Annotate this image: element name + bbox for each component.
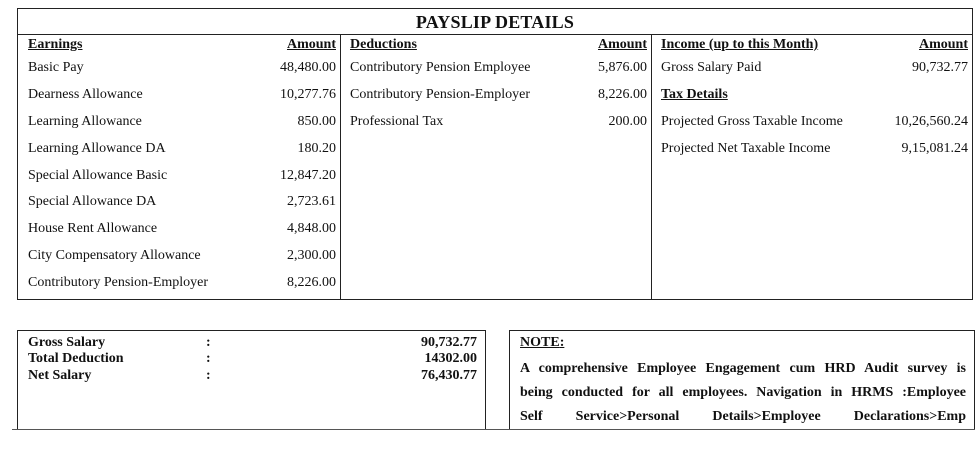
note-line: A comprehensive Employee Engagement cum HRD Audit survey is bbox=[520, 361, 966, 376]
payslip-details-table bbox=[17, 8, 973, 300]
deductions-row bbox=[350, 87, 647, 105]
earnings-row bbox=[28, 221, 336, 239]
summary-row bbox=[28, 335, 477, 352]
summary-label: Total Deduction bbox=[28, 351, 124, 366]
earnings-label: Learning Allowance bbox=[28, 114, 142, 129]
note-header-text: NOTE bbox=[520, 335, 560, 350]
summary-amount: 14302.00 bbox=[424, 351, 477, 366]
earnings-row bbox=[28, 168, 336, 186]
deductions-label: Contributory Pension Employee bbox=[350, 60, 531, 75]
earnings-header bbox=[28, 37, 336, 55]
bottom-divider bbox=[12, 429, 975, 430]
earnings-label: House Rent Allowance bbox=[28, 221, 158, 236]
earnings-row bbox=[28, 87, 336, 105]
summary-separator: : bbox=[206, 335, 211, 350]
income-header-label: Income (up to this Month) bbox=[661, 37, 819, 52]
gross-salary-paid-label: Gross Salary Paid bbox=[661, 60, 762, 75]
earnings-label: Dearness Allowance bbox=[28, 87, 143, 102]
earnings-label: Learning Allowance DA bbox=[28, 141, 166, 156]
deductions-amount: 200.00 bbox=[608, 114, 647, 129]
income-column bbox=[651, 34, 972, 299]
income-row bbox=[661, 60, 968, 78]
deductions-header-label: Deductions bbox=[350, 37, 417, 52]
summary-label: Gross Salary bbox=[28, 335, 106, 350]
earnings-row bbox=[28, 141, 336, 159]
tax-amount: 10,26,560.24 bbox=[894, 114, 968, 129]
deductions-row bbox=[350, 60, 647, 78]
summary-amount: 76,430.77 bbox=[421, 368, 477, 383]
summary-label: Net Salary bbox=[28, 368, 92, 383]
earnings-amount: 2,300.00 bbox=[287, 248, 336, 263]
earnings-row bbox=[28, 194, 336, 212]
deductions-amount: 5,876.00 bbox=[598, 60, 647, 75]
deductions-label: Professional Tax bbox=[350, 114, 444, 129]
earnings-label: Special Allowance DA bbox=[28, 194, 157, 209]
note-box bbox=[509, 330, 975, 430]
earnings-amount: 48,480.00 bbox=[280, 60, 336, 75]
earnings-amount: 180.20 bbox=[297, 141, 336, 156]
income-header bbox=[661, 37, 968, 55]
earnings-amount: 850.00 bbox=[297, 114, 336, 129]
tax-details-header: Tax Details bbox=[661, 87, 728, 102]
earnings-amount: 4,848.00 bbox=[287, 221, 336, 236]
earnings-amount-header: Amount bbox=[286, 37, 336, 52]
earnings-row bbox=[28, 60, 336, 78]
deductions-column bbox=[340, 34, 652, 299]
deductions-amount-header: Amount bbox=[597, 37, 647, 52]
tax-amount: 9,15,081.24 bbox=[901, 141, 968, 156]
deductions-header bbox=[350, 37, 647, 55]
deductions-row bbox=[350, 114, 647, 132]
summary-separator: : bbox=[206, 368, 211, 383]
earnings-row bbox=[28, 114, 336, 132]
note-line: being conducted for all employees. Navigation in HRMS :Employee bbox=[520, 385, 966, 400]
salary-summary-box bbox=[17, 330, 486, 430]
deductions-label: Contributory Pension-Employer bbox=[350, 87, 531, 102]
earnings-label: City Compensatory Allowance bbox=[28, 248, 201, 263]
tax-row bbox=[661, 141, 968, 159]
summary-row bbox=[28, 351, 477, 368]
tax-row bbox=[661, 114, 968, 132]
income-amount-header: Amount bbox=[918, 37, 968, 52]
summary-amount: 90,732.77 bbox=[421, 335, 477, 350]
earnings-row bbox=[28, 248, 336, 266]
note-header bbox=[520, 335, 564, 351]
summary-row bbox=[28, 368, 477, 385]
summary-separator: : bbox=[206, 351, 211, 366]
earnings-column bbox=[18, 34, 341, 299]
earnings-row bbox=[28, 275, 336, 293]
note-line: Self Service>Personal Details>Employee Declarations>Emp bbox=[520, 409, 966, 424]
earnings-amount: 8,226.00 bbox=[287, 275, 336, 290]
earnings-label: Contributory Pension-Employer bbox=[28, 275, 209, 290]
earnings-label: Special Allowance Basic bbox=[28, 168, 168, 183]
earnings-amount: 2,723.61 bbox=[287, 194, 336, 209]
note-header-colon: : bbox=[559, 335, 565, 350]
payslip-title: PAYSLIP DETAILS bbox=[415, 12, 575, 32]
tax-label: Projected Gross Taxable Income bbox=[661, 114, 843, 129]
earnings-amount: 12,847.20 bbox=[280, 168, 336, 183]
deductions-amount: 8,226.00 bbox=[598, 87, 647, 102]
gross-salary-paid-amount: 90,732.77 bbox=[912, 60, 968, 75]
earnings-label: Basic Pay bbox=[28, 60, 84, 75]
tax-label: Projected Net Taxable Income bbox=[661, 141, 831, 156]
note-text bbox=[520, 357, 966, 429]
earnings-header-label: Earnings bbox=[28, 37, 83, 52]
earnings-amount: 10,277.76 bbox=[280, 87, 336, 102]
